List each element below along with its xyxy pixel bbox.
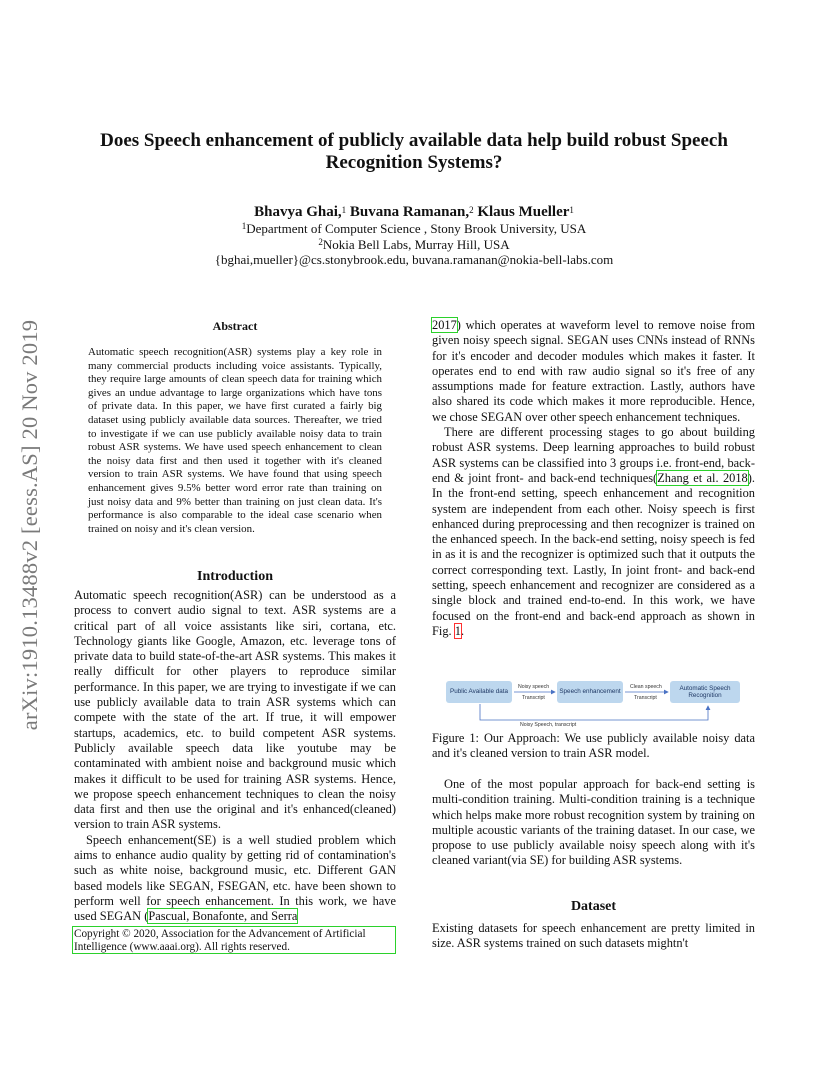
citation-link[interactable]: 2017 (432, 318, 457, 332)
paragraph (432, 425, 755, 639)
paragraph-text: . (460, 623, 465, 638)
paragraph-text: There are different processing stages to go about building robust ASR systems. Deep learning approaches to build robust ASR systems can be classified into 3 groups i.e. front-end, back-end & joint front- and back-end techniques( (432, 425, 755, 485)
affiliation-text: Department of Computer Science , Stony Brook University, USA (246, 221, 587, 236)
paragraph-text: ). In the front-end setting, speech enhancement and recognition system are independent from each other. Noisy speech is first enhanced during preprocessing and then recognizer is trained on the enhanced speech. In the back-end setting, noisy speech is fed in as it is and the recognizer is optimized such that it outputs the correct corresponding text. Lastly, In joint front- and back-end setting, speech enhancement and recognizer are considered as a single block and trained end-to-end. In this work, we have focused on the front-end and back-end approach as shown in Fig. (432, 470, 755, 638)
citation-link[interactable]: Zhang et al. 2018 (657, 470, 748, 485)
abstract-text: Automatic speech recognition(ASR) systems play a key role in many commercial products including voice assistants. Typically, they require large amounts of clean speech data for training which gives an undue advantage to large organizations which have tons of private data. In this paper, we have first curated a fairly big dataset using publicly available data sources. Thereafter, we tried to investigate if we can use publicly available noisy data to train robust ASR systems. We have used speech enhancement to clean the noisy data first and then used it together with it's cleaned version to train ASR systems. We have found that using speech enhancement gives 9.5% better word error rate than training on just noisy data and 9% better than training on just clean data. It's performance is also comparable to the ideal case scenario when trained on noisy and it's clean version. (88, 346, 382, 535)
author-name: Klaus Mueller (477, 204, 570, 220)
copyright-notice[interactable]: Copyright © 2020, Association for the Advancement of Artificial Intelligence (www.aaai.org). All rights reserved. (72, 926, 396, 954)
figure-label: Noisy Speech, transcript (520, 722, 577, 728)
paragraph: One of the most popular approach for back-end setting is multi-condition training. Multi-condition training is a technique which helps make more robust recognition system by training on multiple acoustic variants of the training dataset. In our case, we propose to use publicly available noisy speech along with it's cleaned variant(via SE) for building ASR systems. (432, 777, 755, 868)
affiliation-marker: 1 (241, 221, 247, 231)
arrow-noisy-transcript (480, 704, 708, 720)
affiliation-marker: 1 (341, 205, 347, 215)
introduction-body (74, 588, 396, 925)
affiliation-2 (74, 237, 754, 252)
affiliation-marker: 2 (469, 205, 474, 215)
figure-label: Transcript (522, 695, 545, 701)
figure-reference-link[interactable]: 1 (454, 623, 461, 638)
dataset-heading: Dataset (570, 899, 617, 914)
figure-label: Clean speech (630, 684, 662, 690)
figure-caption: Figure 1: Our Approach: We use publicly available noisy data and it's cleaned version to train ASR model. (432, 731, 755, 761)
affiliation-marker: 2 (318, 237, 323, 247)
paper-title: Does Speech enhancement of publicly available data help build robust Speech Recognition Systems? (100, 130, 728, 173)
citation-link[interactable]: Pascual, Bonafonte, and Serra (148, 909, 298, 924)
right-column-top (432, 318, 755, 639)
figure-label: Transcript (634, 695, 657, 701)
author-list (74, 203, 754, 221)
figure-1-diagram (432, 676, 755, 732)
paragraph-text: Speech enhancement(SE) is a well studied problem which aims to enhance audio quality by getting rid of contamination's such as white noise, background music, etc. Different GAN based models like SEGAN, FSEGAN, etc. have been shown to perform well for speech enhancement. In this work, we have used SEGAN ( (74, 832, 396, 924)
author-emails: {bghai,mueller}@cs.stonybrook.edu, buvana.ramanan@nokia-bell-labs.com (214, 252, 614, 267)
abstract-heading: Abstract (212, 319, 258, 333)
author-name: Buvana Ramanan, (349, 204, 470, 220)
figure-label: Noisy speech (518, 684, 550, 690)
dataset-body: Existing datasets for speech enhancement are pretty limited in size. ASR systems trained on such datasets mightn't (432, 921, 755, 951)
paragraph: Automatic speech recognition(ASR) can be understood as a process to convert audio signal to text. ASR systems are a critical part of all voice assistants like siri, cortana, etc. Technology giants like Google, Amazon, etc. leverage tons of private data to build state-of-the-art ASR systems. This makes it really difficult for other players to reproduce similar performance. In this paper, we are trying to investigate if we can use publicly available data to train ASR systems which can compete with the state of the art. If true, it will empower startups, academics, etc. to build competent ASR systems. Publicly available speech data like youtube may be contaminated with ambient noise and background music which makes it difficult to be used for training ASR systems. Hence, we propose speech enhancement techniques to clean the noisy data first and then use the original and it's enhanced(cleaned) version to train ASR systems. (74, 588, 396, 832)
figure-box-enhancement: Speech enhancement (557, 681, 623, 703)
figure-box-data: Public Available data (446, 681, 512, 703)
arxiv-stamp: arXiv:1910.13488v2 [eess.AS] 20 Nov 2019 (17, 319, 42, 731)
right-column-middle (432, 777, 755, 869)
paragraph (74, 833, 396, 925)
affiliation-marker: 1 (569, 205, 574, 215)
paragraph (432, 318, 755, 425)
paragraph-text: ) which operates at waveform level to remove noise from given noisy speech signal. SEGAN uses CNNs instead of RNNs for it's encoder and decoder modules which makes it faster. It operates end to end with raw audio signal so it's free of any assumptions made for feature extraction. Lastly, authors have also shared its code which makes it more reproducible. Hence, we chose SEGAN over other speech enhancement techniques. (432, 318, 755, 424)
affiliation-text: Nokia Bell Labs, Murray Hill, USA (322, 237, 510, 252)
affiliation-1 (74, 221, 754, 236)
author-name: Bhavya Ghai, (254, 204, 342, 220)
figure-box-asr: Automatic Speech Recognition (670, 681, 740, 703)
introduction-heading: Introduction (197, 569, 273, 584)
